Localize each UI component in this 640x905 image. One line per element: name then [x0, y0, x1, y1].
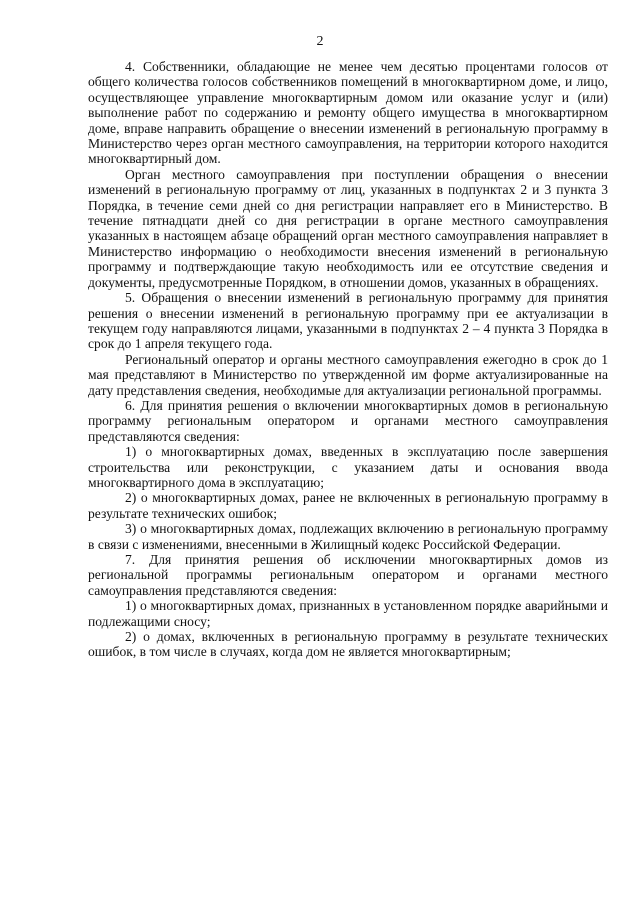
paragraph-local-government-procedure: Орган местного самоуправления при поступлении обращения о внесении изменений в региональную программу от лиц, указанных в подпунктах 2 и 3 пункта 3 Порядка, в течение семи дней со дня регистрации направляет его в Министерство. В течение пятнадцати дней со дня регистрации в органе местного самоуправления указанных в настоящем абзаце обращений орган местного самоуправления направляет в Министерство информацию о необходимости внесения изменений в региональную программу и подтверждающие такую необходимость или ее отсутствие сведения и документы, предусмотренные Порядком, в отношении домов, указанных в обращениях. — [88, 166, 608, 290]
paragraph-item-4: 4. Собственники, обладающие не менее чем десятью процентами голосов от общего количества голосов собственников помещений в многоквартирном доме, и лицо, осуществляющее управление многоквартирным домом или оказание услуг и (или) выполнение работ по содержанию и ремонту общего имущества в многоквартирном доме, вправе направить обращение о внесении изменений в региональную программу в Министерство через орган местного самоуправления, на территории которого находится многоквартирный дом. — [88, 59, 608, 167]
page-number: 2 — [316, 34, 324, 49]
paragraph-item-7-sub-2: 2) о домах, включенных в региональную программу в результате технических ошибок, в том числе в случаях, когда дом не является многоквартирным; — [88, 629, 608, 660]
paragraph-item-6-sub-3: 3) о многоквартирных домах, подлежащих включению в региональную программу в связи с изменениями, внесенными в Жилищный кодекс Российской Федерации. — [88, 521, 608, 552]
document-body — [88, 59, 608, 660]
paragraph-item-5: 5. Обращения о внесении изменений в региональную программу для принятия решения о внесении изменений в региональную программу при ее актуализации в текущем году направляются лицами, указанными в подпунктах 2 – 4 пункта 3 Порядка в срок до 1 апреля текущего года. — [88, 290, 608, 352]
paragraph-item-6: 6. Для принятия решения о включении многоквартирных домов в региональную программу региональным оператором и органами местного самоуправления представляются сведения: — [88, 397, 608, 444]
paragraph-item-7-sub-1: 1) о многоквартирных домах, признанных в установленном порядке аварийными и подлежащими сносу; — [88, 598, 608, 629]
paragraph-item-6-sub-2: 2) о многоквартирных домах, ранее не включенных в региональную программу в результате технических ошибок; — [88, 490, 608, 521]
paragraph-annual-submission: Региональный оператор и органы местного самоуправления ежегодно в срок до 1 мая представляют в Министерство по утвержденной им форме актуализированные на дату представления сведения, необходимые для актуализации региональной программы. — [88, 351, 608, 398]
paragraph-item-7: 7. Для принятия решения об исключении многоквартирных домов из региональной программы региональным оператором и органами местного самоуправления представляются сведения: — [88, 552, 608, 598]
paragraph-item-6-sub-1: 1) о многоквартирных домах, введенных в эксплуатацию после завершения строительства или реконструкции, с указанием даты и основания ввода многоквартирного дома в эксплуатацию; — [88, 444, 608, 490]
